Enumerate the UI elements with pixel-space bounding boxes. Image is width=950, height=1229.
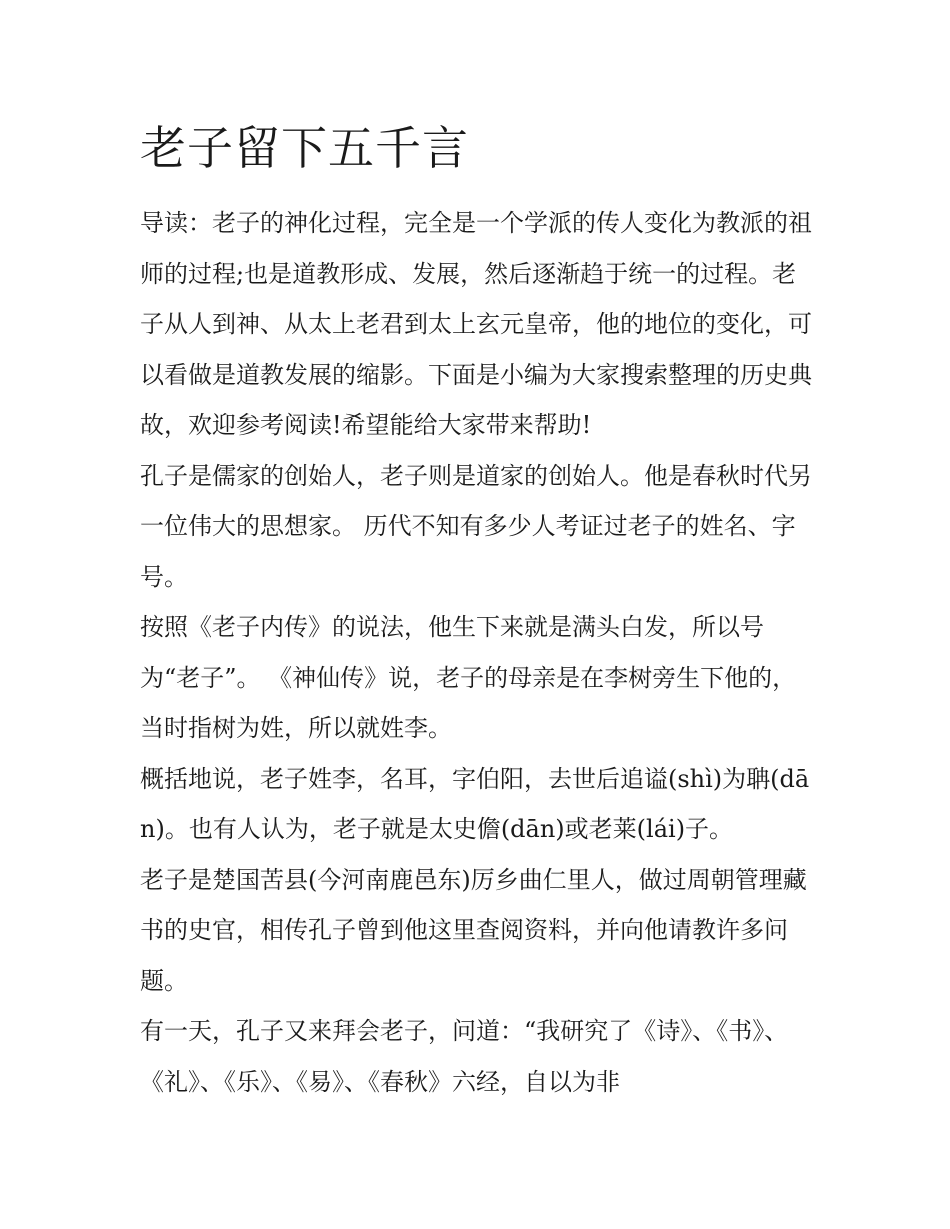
paragraph-confucius-visit: 有一天，孔子又来拜会老子，问道：“我研究了《诗》、《书》、《礼》、《乐》、《易》、《春秋》六经，自以为非 — [140, 1017, 789, 1096]
paragraph-summary: 概括地说，老子姓李，名耳，字伯阳，去世后追谥(shì)为聃(dān)。也有人认为，老子就是太史儋(dān)或老莱(lái)子。 — [140, 764, 810, 843]
paragraph-intro: 导读：老子的神化过程，完全是一个学派的传人变化为教派的祖师的过程;也是道教形成、发展，然后逐渐趋于统一的过程。老子从人到神、从太上老君到太上玄元皇帝，他的地位的变化，可以看做是道教发展的缩影。下面是小编为大家搜索整理的历史典故，欢迎参考阅读!希望能给大家带来帮助! — [140, 209, 812, 439]
paragraph-confucius-laozi: 孔子是儒家的创始人，老子则是道家的创始人。他是春秋时代另一位伟大的思想家。 历代不知有多少人考证过老子的姓名、字号。 — [140, 461, 812, 591]
paragraph-name-origin: 按照《老子内传》的说法，他生下来就是满头白发，所以号为“老子”。 《神仙传》说，老子的母亲是在李树旁生下他的，当时指树为姓，所以就姓李。 — [140, 613, 797, 742]
document-page — [140, 116, 815, 1107]
paragraph-hometown: 老子是楚国苦县(今河南鹿邑东)厉乡曲仁里人，做过周朝管理藏书的史官，相传孔子曾到他这里查阅资料，并向他请教许多问题。 — [140, 865, 807, 995]
document-title: 老子留下五千言 — [140, 121, 469, 175]
